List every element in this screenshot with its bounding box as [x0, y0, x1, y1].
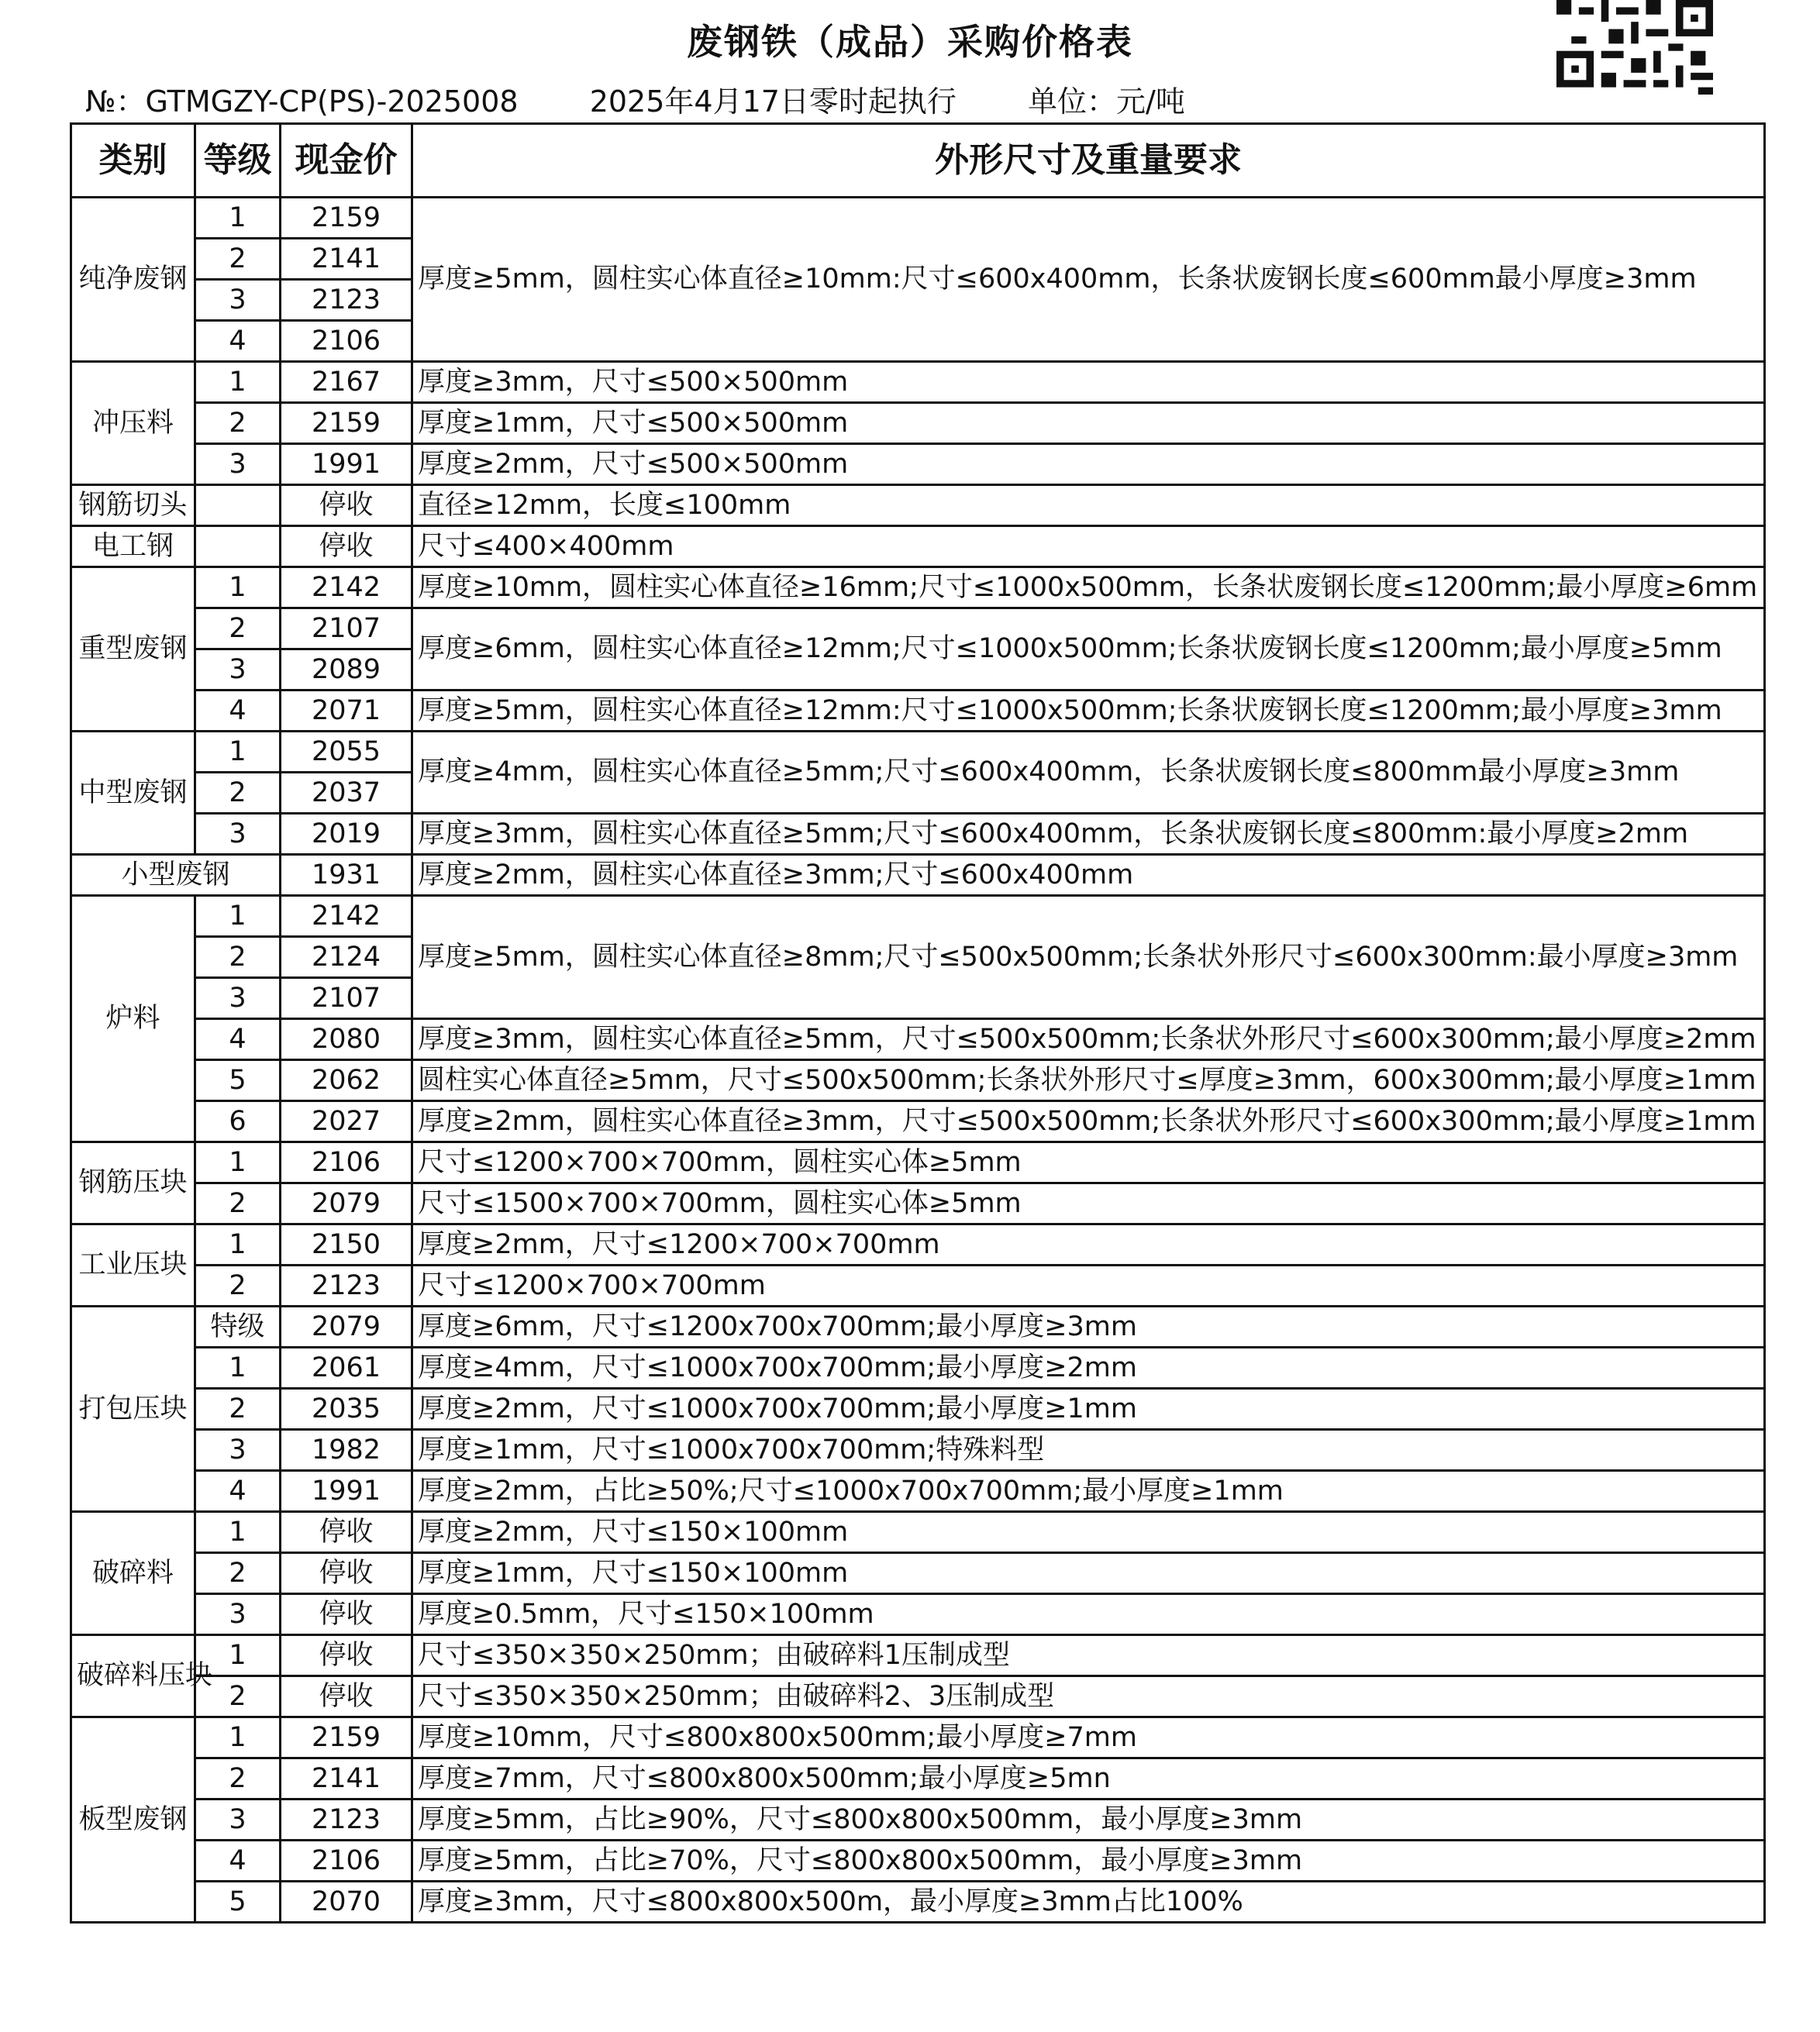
category-cell: 钢筋压块	[71, 1142, 195, 1224]
header-requirement: 外形尺寸及重量要求	[412, 124, 1765, 198]
price-cell: 2037	[281, 773, 412, 814]
table-row	[71, 1183, 1765, 1224]
grade-cell: 特级	[195, 1307, 281, 1348]
requirement-cell: 厚度≥2mm，圆柱实心体直径≥3mm，尺寸≤500x500mm;长条状外形尺寸≤600x300mm;最小厚度≥1mm	[412, 1101, 1765, 1142]
grade-cell: 6	[195, 1101, 281, 1142]
table-row	[71, 1101, 1765, 1142]
grade-cell: 2	[195, 239, 281, 280]
requirement-cell: 尺寸≤1200×700×700mm，圆柱实心体≥5mm	[412, 1142, 1765, 1183]
requirement-cell: 厚度≥4mm，圆柱实心体直径≥5mm;尺寸≤600x400mm，长条状废钢长度≤800mm最小厚度≥3mm	[412, 732, 1765, 814]
price-table	[70, 122, 1766, 1924]
table-row	[71, 1841, 1765, 1882]
grade-cell: 1	[195, 1635, 281, 1676]
grade-cell: 4	[195, 1019, 281, 1060]
category-cell: 钢筋切头	[71, 485, 195, 526]
grade-cell: 3	[195, 1594, 281, 1635]
price-cell: 2089	[281, 649, 412, 691]
price-cell: 2141	[281, 239, 412, 280]
requirement-cell: 尺寸≤400×400mm	[412, 526, 1765, 567]
category-cell: 工业压块	[71, 1224, 195, 1307]
price-cell: 2123	[281, 280, 412, 321]
category-cell: 电工钢	[71, 526, 195, 567]
document-title: 废钢铁（成品）采购价格表	[687, 21, 1133, 63]
table-row	[71, 1471, 1765, 1512]
table-row	[71, 896, 1765, 937]
grade-cell: 4	[195, 1471, 281, 1512]
requirement-cell: 厚度≥3mm，尺寸≤800x800x500m，最小厚度≥3mm占比100%	[412, 1882, 1765, 1923]
table-row	[71, 1307, 1765, 1348]
price-cell: 2107	[281, 608, 412, 649]
table-row	[71, 732, 1765, 773]
price-cell: 2123	[281, 1266, 412, 1307]
table-row	[71, 608, 1765, 649]
price-cell: 2079	[281, 1307, 412, 1348]
table-row	[71, 567, 1765, 608]
table-row	[71, 1348, 1765, 1389]
requirement-cell: 厚度≥1mm，尺寸≤500×500mm	[412, 403, 1765, 444]
price-cell: 2106	[281, 1841, 412, 1882]
table-header-row	[71, 124, 1765, 198]
table-row	[71, 691, 1765, 732]
price-cell: 2106	[281, 1142, 412, 1183]
table-row	[71, 444, 1765, 485]
requirement-cell: 厚度≥2mm，尺寸≤1000x700x700mm;最小厚度≥1mm	[412, 1389, 1765, 1430]
header-category: 类别	[71, 124, 195, 198]
grade-cell: 1	[195, 896, 281, 937]
grade-cell: 5	[195, 1882, 281, 1923]
grade-cell: 1	[195, 1512, 281, 1553]
grade-cell: 3	[195, 444, 281, 485]
price-cell: 停收	[281, 1553, 412, 1594]
price-cell: 2071	[281, 691, 412, 732]
requirement-cell: 厚度≥0.5mm，尺寸≤150×100mm	[412, 1594, 1765, 1635]
table-row	[71, 1266, 1765, 1307]
price-cell: 2167	[281, 362, 412, 403]
table-row	[71, 1717, 1765, 1758]
requirement-cell: 厚度≥3mm，圆柱实心体直径≥5mm，尺寸≤500x500mm;长条状外形尺寸≤600x300mm;最小厚度≥2mm	[412, 1019, 1765, 1060]
requirement-cell: 直径≥12mm，长度≤100mm	[412, 485, 1765, 526]
header-price: 现金价	[281, 124, 412, 198]
requirement-cell: 厚度≥2mm，占比≥50%;尺寸≤1000x700x700mm;最小厚度≥1mm	[412, 1471, 1765, 1512]
requirement-cell: 厚度≥2mm，尺寸≤1200×700×700mm	[412, 1224, 1765, 1266]
price-cell: 2106	[281, 321, 412, 362]
price-cell: 1991	[281, 1471, 412, 1512]
grade-cell: 3	[195, 649, 281, 691]
category-cell: 炉料	[71, 896, 195, 1142]
grade-cell: 2	[195, 608, 281, 649]
price-unit: 单位：元/吨	[1028, 84, 1185, 119]
document-subline	[85, 77, 1185, 120]
price-table-body	[71, 198, 1765, 1923]
price-cell: 2019	[281, 814, 412, 855]
price-cell: 1931	[281, 855, 412, 896]
requirement-cell: 厚度≥10mm，尺寸≤800x800x500mm;最小厚度≥7mm	[412, 1717, 1765, 1758]
requirement-cell: 厚度≥5mm，圆柱实心体直径≥10mm:尺寸≤600x400mm，长条状废钢长度≤600mm最小厚度≥3mm	[412, 198, 1765, 362]
requirement-cell: 厚度≥5mm，占比≥70%，尺寸≤800x800x500mm，最小厚度≥3mm	[412, 1841, 1765, 1882]
table-row	[71, 526, 1765, 567]
grade-cell: 2	[195, 1389, 281, 1430]
grade-cell: 2	[195, 403, 281, 444]
price-cell: 2035	[281, 1389, 412, 1430]
requirement-cell: 厚度≥2mm，尺寸≤500×500mm	[412, 444, 1765, 485]
grade-cell: 3	[195, 280, 281, 321]
price-cell: 2079	[281, 1183, 412, 1224]
price-cell: 1991	[281, 444, 412, 485]
table-row	[71, 1224, 1765, 1266]
price-cell: 2141	[281, 1758, 412, 1800]
effective-date: 2025年4月17日零时起执行	[589, 84, 957, 119]
requirement-cell: 厚度≥4mm，尺寸≤1000x700x700mm;最小厚度≥2mm	[412, 1348, 1765, 1389]
grade-cell: 2	[195, 1553, 281, 1594]
price-cell: 2080	[281, 1019, 412, 1060]
header-grade: 等级	[195, 124, 281, 198]
price-cell: 停收	[281, 526, 412, 567]
price-cell: 2159	[281, 403, 412, 444]
grade-cell: 1	[195, 1142, 281, 1183]
price-cell: 2055	[281, 732, 412, 773]
table-row	[71, 1800, 1765, 1841]
grade-cell: 2	[195, 1676, 281, 1717]
requirement-cell: 厚度≥1mm，尺寸≤1000x700x700mm;特殊料型	[412, 1430, 1765, 1471]
requirement-cell: 厚度≥1mm，尺寸≤150×100mm	[412, 1553, 1765, 1594]
grade-cell	[195, 526, 281, 567]
table-row	[71, 1430, 1765, 1471]
requirement-cell: 尺寸≤350×350×250mm；由破碎料1压制成型	[412, 1635, 1765, 1676]
grade-cell: 4	[195, 321, 281, 362]
grade-cell: 1	[195, 1348, 281, 1389]
table-row	[71, 814, 1765, 855]
grade-cell	[195, 485, 281, 526]
category-cell: 冲压料	[71, 362, 195, 485]
requirement-cell: 厚度≥2mm，尺寸≤150×100mm	[412, 1512, 1765, 1553]
category-cell: 破碎料压块	[71, 1635, 195, 1717]
table-row	[71, 1060, 1765, 1101]
category-cell: 破碎料	[71, 1512, 195, 1635]
category-cell: 重型废钢	[71, 567, 195, 732]
requirement-cell: 圆柱实心体直径≥5mm，尺寸≤500x500mm;长条状外形尺寸≤厚度≥3mm，600x300mm;最小厚度≥1mm	[412, 1060, 1765, 1101]
category-cell: 纯净废钢	[71, 198, 195, 362]
grade-cell: 3	[195, 978, 281, 1019]
qr-code-icon	[1556, 0, 1713, 95]
price-cell: 停收	[281, 1512, 412, 1553]
requirement-cell: 尺寸≤1500×700×700mm，圆柱实心体≥5mm	[412, 1183, 1765, 1224]
price-cell: 2150	[281, 1224, 412, 1266]
requirement-cell: 厚度≥3mm，尺寸≤500×500mm	[412, 362, 1765, 403]
table-row	[71, 1758, 1765, 1800]
category-cell: 板型废钢	[71, 1717, 195, 1923]
price-cell: 2107	[281, 978, 412, 1019]
price-cell: 2070	[281, 1882, 412, 1923]
price-cell: 2124	[281, 937, 412, 978]
price-cell: 停收	[281, 485, 412, 526]
requirement-cell: 尺寸≤1200×700×700mm	[412, 1266, 1765, 1307]
grade-cell: 2	[195, 773, 281, 814]
price-cell: 2159	[281, 1717, 412, 1758]
table-row	[71, 198, 1765, 239]
table-row	[71, 485, 1765, 526]
price-cell: 2142	[281, 567, 412, 608]
table-row	[71, 1389, 1765, 1430]
grade-cell: 3	[195, 814, 281, 855]
price-cell: 停收	[281, 1676, 412, 1717]
table-row	[71, 1676, 1765, 1717]
price-cell: 2123	[281, 1800, 412, 1841]
grade-cell: 1	[195, 1717, 281, 1758]
category-cell: 打包压块	[71, 1307, 195, 1512]
price-cell: 1982	[281, 1430, 412, 1471]
price-cell: 停收	[281, 1635, 412, 1676]
requirement-cell: 厚度≥7mm，尺寸≤800x800x500mm;最小厚度≥5mn	[412, 1758, 1765, 1800]
table-row	[71, 1142, 1765, 1183]
table-row	[71, 1882, 1765, 1923]
price-cell: 停收	[281, 1594, 412, 1635]
requirement-cell: 厚度≥6mm，尺寸≤1200x700x700mm;最小厚度≥3mm	[412, 1307, 1765, 1348]
table-row	[71, 1512, 1765, 1553]
category-cell: 中型废钢	[71, 732, 195, 855]
document-number: №：GTMGZY-CP(PS)-2025008	[85, 84, 519, 119]
requirement-cell: 尺寸≤350×350×250mm；由破碎料2、3压制成型	[412, 1676, 1765, 1717]
requirement-cell: 厚度≥2mm，圆柱实心体直径≥3mm;尺寸≤600x400mm	[412, 855, 1765, 896]
grade-cell: 5	[195, 1060, 281, 1101]
table-row	[71, 403, 1765, 444]
grade-cell: 2	[195, 1758, 281, 1800]
grade-cell: 4	[195, 691, 281, 732]
grade-cell: 1	[195, 198, 281, 239]
grade-cell: 4	[195, 1841, 281, 1882]
grade-cell: 1	[195, 1224, 281, 1266]
table-row	[71, 1635, 1765, 1676]
table-row	[71, 855, 1765, 896]
price-cell: 2142	[281, 896, 412, 937]
price-cell: 2027	[281, 1101, 412, 1142]
requirement-cell: 厚度≥5mm，占比≥90%，尺寸≤800x800x500mm，最小厚度≥3mm	[412, 1800, 1765, 1841]
grade-cell: 3	[195, 1800, 281, 1841]
grade-cell: 2	[195, 1183, 281, 1224]
price-cell: 2062	[281, 1060, 412, 1101]
table-row	[71, 1594, 1765, 1635]
grade-cell: 1	[195, 732, 281, 773]
table-row	[71, 1553, 1765, 1594]
requirement-cell: 厚度≥10mm，圆柱实心体直径≥16mm;尺寸≤1000x500mm，长条状废钢长度≤1200mm;最小厚度≥6mm	[412, 567, 1765, 608]
price-cell: 2061	[281, 1348, 412, 1389]
grade-cell: 1	[195, 567, 281, 608]
requirement-cell: 厚度≥5mm，圆柱实心体直径≥12mm:尺寸≤1000x500mm;长条状废钢长度≤1200mm;最小厚度≥3mm	[412, 691, 1765, 732]
price-cell: 2159	[281, 198, 412, 239]
requirement-cell: 厚度≥6mm，圆柱实心体直径≥12mm;尺寸≤1000x500mm;长条状废钢长度≤1200mm;最小厚度≥5mm	[412, 608, 1765, 691]
requirement-cell: 厚度≥5mm，圆柱实心体直径≥8mm;尺寸≤500x500mm;长条状外形尺寸≤600x300mm:最小厚度≥3mm	[412, 896, 1765, 1019]
requirement-cell: 厚度≥3mm，圆柱实心体直径≥5mm;尺寸≤600x400mm，长条状废钢长度≤800mm:最小厚度≥2mm	[412, 814, 1765, 855]
table-row	[71, 1019, 1765, 1060]
grade-cell: 2	[195, 937, 281, 978]
category-cell: 小型废钢	[71, 855, 281, 896]
grade-cell: 3	[195, 1430, 281, 1471]
grade-cell: 2	[195, 1266, 281, 1307]
table-row	[71, 362, 1765, 403]
grade-cell: 1	[195, 362, 281, 403]
